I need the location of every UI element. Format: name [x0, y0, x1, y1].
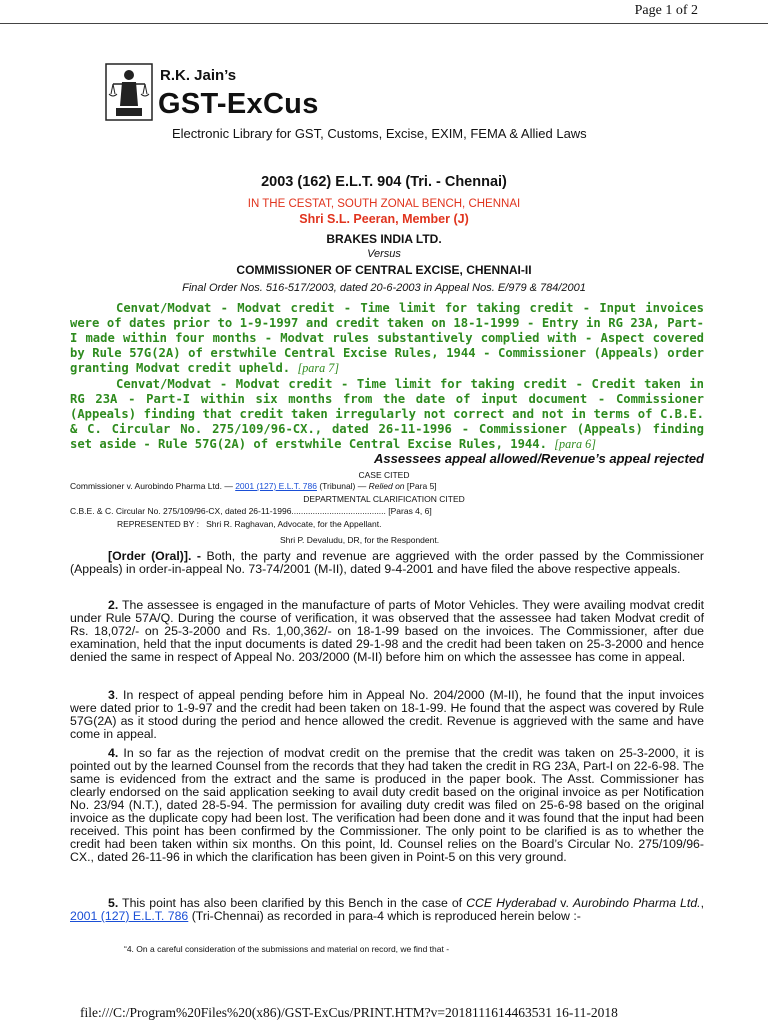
appellant-counsel: Shri R. Raghavan, Advocate, for the Appellant.: [206, 519, 382, 529]
case-cited-court: (Tribunal) —: [316, 481, 369, 491]
order-paragraph-1: [70, 550, 704, 576]
appeal-result: Assessees appeal allowed/Revenue’s appeal rejected: [374, 451, 704, 466]
paragraph-number: 4.: [108, 746, 119, 760]
case-cited-line: [70, 481, 437, 491]
brand-author: R.K. Jain’s: [160, 67, 237, 84]
dept-clarification-line: C.B.E. & C. Circular No. 275/109/96-CX, dated 26-11-1996........................................ [Paras 4, 6]: [70, 506, 432, 516]
paragraph-text: . In respect of appeal pending before him in Appeal No. 204/2000 (M-II), he found that the input invoices were dated prior to 1-9-97 and the credit had been taken on 18-1-99. He found that the aspect was covered by Rule 57G(2A) as it stood during the period and hence allowed the credit. Revenue is aggrieved with the same and have come in appeal.: [70, 688, 704, 741]
versus-label: Versus: [367, 248, 401, 260]
case-cited-para: [Para 5]: [404, 481, 437, 491]
final-order-line: Final Order Nos. 516-517/2003, dated 20-6-2003 in Appeal Nos. E/979 & 784/2001: [182, 282, 586, 294]
respondent-counsel: Shri P. Devaludu, DR, for the Respondent.: [280, 535, 440, 545]
paragraph-text: The assessee is engaged in the manufacture of parts of Motor Vehicles. They were availing modvat credit under Rule 57A/Q. During the course of verification, it was observed that the assessee had taken Modvat credit of Rs. 18,072/- on 25-3-2000 and Rs. 1,00,362/- on 18-1-99 based on the invoices. The Commissioner, after due examination, held that the input documents is dated 29-1-98 and the credit had been taken on 25-3-2000 and hence denied the same in respect of Appeal No. 203/2000 (M-II) before him on which the assessee has come in appeal.: [70, 598, 704, 664]
citation-link[interactable]: 2001 (127) E.L.T. 786: [70, 909, 189, 923]
headnote-2: [70, 377, 704, 452]
paragraph-number: 3: [108, 688, 115, 702]
separator-text: ,: [700, 896, 704, 910]
paragraph-text: This point has also been clarified by this Bench in the case of: [118, 896, 467, 910]
justice-statue-logo-icon: [104, 62, 154, 122]
appellant-party: BRAKES INDIA LTD.: [326, 232, 442, 246]
respondent-party: COMMISSIONER OF CENTRAL EXCISE, CHENNAI-II: [236, 263, 532, 277]
headnote-text: Cenvat/Modvat - Modvat credit - Time limit for taking credit - Credit taken in RG 23A - Part-I within six months from the date of input document - Commissioner (Appeals) finding that credit taken irregularly not correct and not in terms of C.B.E. & C. Circular No. 275/109/96-CX., dated 26-11-1996 - Commissioner (Appeals) finding set aside - Rule 57G(2A) of erstwhile Central Excise Rules, 1944.: [70, 377, 704, 451]
paragraph-number: 5.: [108, 896, 119, 910]
case-name: CCE Hyderabad: [466, 896, 557, 910]
paragraph-text: In so far as the rejection of modvat credit on the premise that the credit was taken on 25-3-2000, it is pointed out by the learned Counsel from the records that they had taken the credit in RG 23A, Part-I on 22-6-98. The same is evidenced from the extract and the same is produced in the paper book. The Asst. Commissioner has clearly endorsed on the said application seeking to avail duty credit based on the original invoice as per Notification No. 23/94 (N.T.), dated 28-5-94. The permission for availing duty credit was filed on 25-6-98 based on the original invoice as the duplicate copy had been lost. The verification had been done and it was found that the input had been received. This point has been confirmed by the Commissioner. The only point to be clarified is as to whether the credit had been taken within six months. On this point, ld. Counsel relies on the Board’s Circular No. 275/109/96-CX., dated 26-11-96 in which the clarification has been given in Point-5 on this very ground.: [70, 746, 704, 864]
quoted-extract: “4. On a careful consideration of the submissions and material on record, we find that -: [124, 944, 450, 954]
represented-by-line: [117, 519, 381, 529]
brand-name: GST-ExCus: [158, 88, 319, 120]
page-number: Page 1 of 2: [634, 3, 698, 18]
brand-tagline: Electronic Library for GST, Customs, Excise, EXIM, FEMA & Allied Laws: [172, 126, 587, 141]
top-divider: [0, 23, 768, 24]
versus-text: v.: [556, 896, 573, 910]
order-heading: [Order (Oral)]. -: [108, 549, 201, 563]
order-paragraph-3: [70, 689, 704, 741]
order-paragraph-5: [70, 897, 704, 923]
paragraph-text: Both, the party and revenue are aggrieved with the order passed by the Commissioner (Appeals) in order-in-appeal No. 73-74/2001 (M-II), dated 9-4-2001 and have filed the above respective appeals.: [70, 549, 704, 576]
headnote-1: [70, 301, 704, 376]
paragraph-text: (Tri-Chennai) as recorded in para-4 which is reproduced herein below :-: [188, 909, 581, 923]
court-name: IN THE CESTAT, SOUTH ZONAL BENCH, CHENNAI: [247, 198, 521, 210]
case-name: Aurobindo Pharma Ltd.: [572, 896, 701, 910]
relied-on-label: Relied on: [368, 481, 405, 491]
print-footer: file:///C:/Program%20Files%20(x86)/GST-ExCus/PRINT.HTM?v=2018111614463531 16-11-2018: [80, 1005, 618, 1020]
headnote-para-ref: [para 7]: [297, 361, 340, 375]
order-paragraph-2: [70, 599, 704, 664]
bench-member: Shri S.L. Peeran, Member (J): [299, 212, 469, 226]
order-paragraph-4: [70, 747, 704, 864]
dept-clarification-label: DEPARTMENTAL CLARIFICATION CITED: [303, 494, 465, 504]
case-citation: 2003 (162) E.L.T. 904 (Tri. - Chennai): [261, 174, 507, 190]
paragraph-number: 2.: [108, 598, 119, 612]
case-cited-label: CASE CITED: [358, 470, 410, 480]
represented-by-label: REPRESENTED BY :: [117, 519, 200, 529]
headnote-text: Cenvat/Modvat - Modvat credit - Time limit for taking credit - Input invoices were of dates prior to 1-9-1997 and credit taken on 18-1-1999 - Entry in RG 23A, Part-I made within four months - Modvat rules substantively complied with - Aspect covered by Rule 57G(2A) of erstwhile Central Excise Rules, 1944 - Commissioner (Appeals) order granting Modvat credit upheld.: [70, 301, 704, 375]
case-cited-text: Commissioner v. Aurobindo Pharma Ltd. —: [70, 481, 236, 491]
headnote-para-ref: [para 6]: [554, 437, 596, 451]
case-cited-link[interactable]: 2001 (127) E.L.T. 786: [235, 481, 317, 491]
